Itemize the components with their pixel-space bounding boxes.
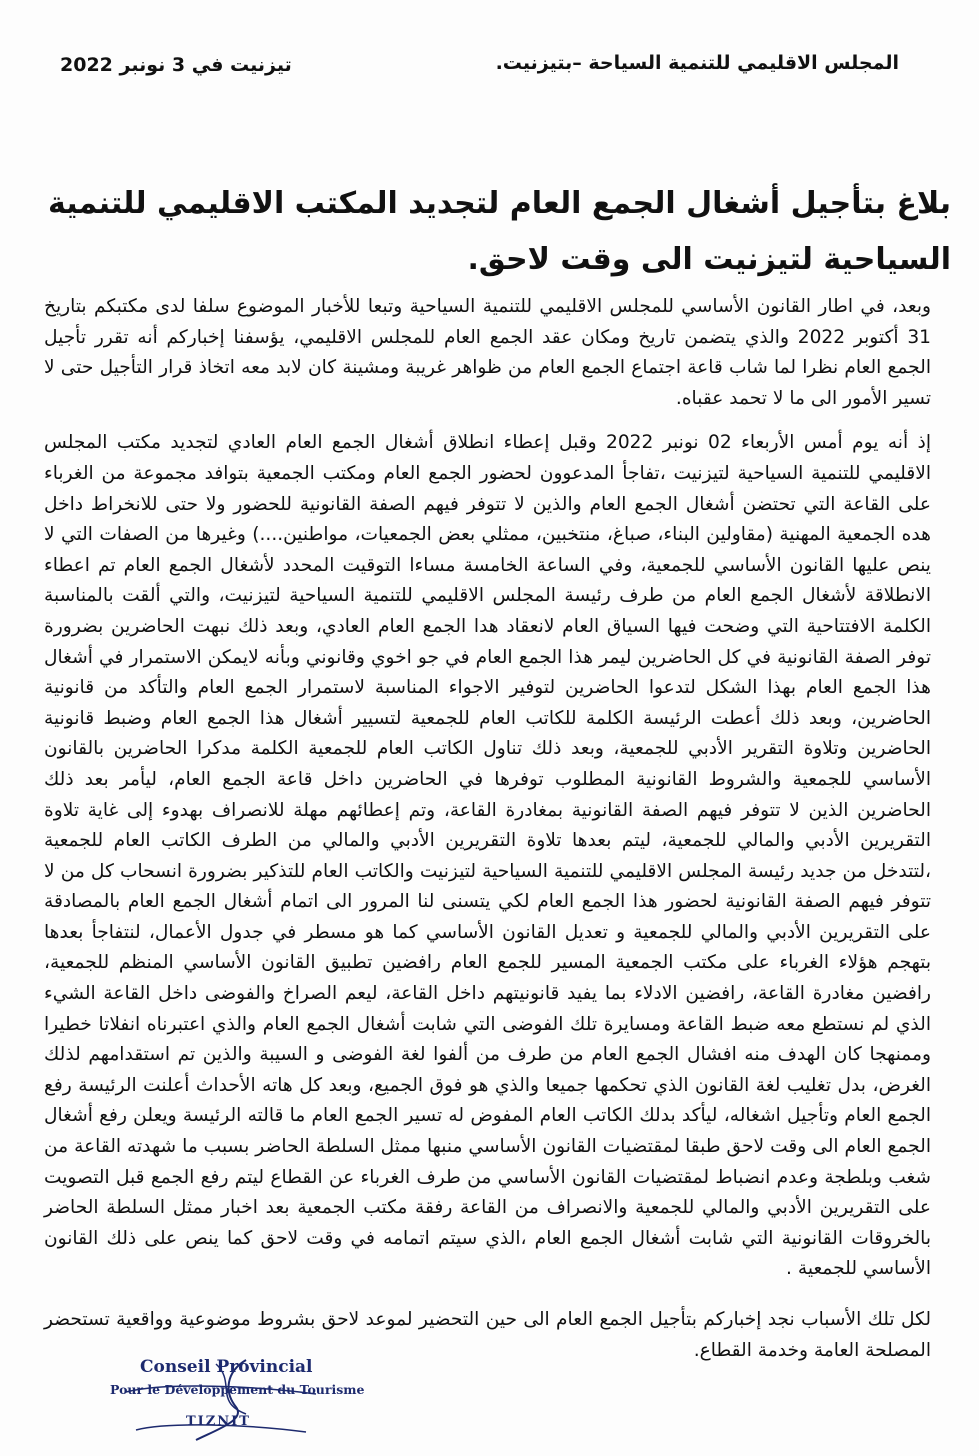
paragraph-details: إذ أنه يوم أمس الأربعاء 02 نونبر 2022 وقبل إعطاء انطلاق أشغال الجمع العام العادي لتجديد مكتب المجلس الاقليمي للتنمية السياحية لتيزنيت ،تفاجأ المدعوون لحضور الجمع العام ومكتب الجمعية بتوافد مجموعة من الغرباء على القاعة التي تحتضن أشغال الجمع العام والذين لا تتوفر فيهم الصفة القانونية للحضور ولا حتى للانخراط داخل هده الجمعية المهنية (مقاولين البناء، صباغ، منتخبين، ممثلي بعض الجمعيات، مواطنين....) وغيرها من الصفات التي لا ينص عليها القانون الأساسي للجمعية، وفي الساعة الخامسة مساءا التوقيت المحدد لأشغال الجمع العام تم اعطاء الانطلاقة لأشغال الجمع العام من طرف رئيسة المجلس الاقليمي للتنمية السياحية لتيزنيت، والتي ألقت بالمناسبة الكلمة الافتتاحية التي وضحت فيها السياق العام لانعقاد هدا الجمع العام العادي، وبعد ذلك نبهت الحاضرين بضرورة توفر الصفة القانونية في كل الحاضرين ليمر هذا الجمع العام في جو اخوي وقانوني وبأنه لايمكن الاستمرار في أشغال هذا الجمع العام بهذا الشكل لتدعوا الحاضرين لتوفير الاجواء المناسبة لاستمرار الجمع العام والتأكد من قانونية الحاضرين، وبعد ذلك أعطت الرئيسة الكلمة للكاتب العام للجمعية لتسيير أشغال هذا الجمع العام وضبط قانونية الحاضرين وتلاوة التقرير الأدبي للجمعية، وبعد ذلك تناول الكاتب العام للجمعية الكلمة مدكرا الحاضرين بالقانون الأساسي للجمعية والشروط القانونية المطلوب توفرها في الحاضرين داخل قاعة الجمع العام، ليأمر بعد ذلك الحاضرين الذين لا تتوفر فيهم الصفة القانونية بمغادرة القاعة، وتم إعطائهم مهلة للانصراف بهدوء إلى غاية تلاوة التقريرين الأدبي والمالي للجمعية، ليتم بعدها تلاوة التقريرين الأدبي والمالي من الطرف الكاتب العام للجمعية ،لتتدخل من جديد رئيسة المجلس الاقليمي للتنمية السياحية لتيزنيت والكاتب العام للتذكير بضرورة انسحاب كل من لا تتوفر فيهم الصفة القانونية لحضور هذا الجمع العام لكي يتسنى لنا المرور الى اتمام أشغال الجمع العام بالمصادقة على التقريرين الأدبي والمالي للجمعية و تعديل القانون الأساسي كما هو مسطر في جدول الأعمال، لنتفاجأ بعدها بتهجم هؤلاء الغرباء على مكتب الجمعية المسير للجمع العام رافضين تطبيق القانون الأساسي المنظم للجمعية، رافضين مغادرة القاعة، رافضين الادلاء بما يفيد قانونيتهم داخل القاعة، ليعم الصراخ والفوضى داخل القاعة الشيء الذي لم نستطع معه ضبط القاعة ومسايرة تلك الفوضى التي شابت أشغال الجمع العام والذي اعتبرناه انفلاتا خطيرا وممنهجا كان الهدف منه افشال الجمع العام من طرف من ألفوا لغة الفوضى و السيبة والذين تم استقدامهم لذلك الغرض، بدل تغليب لغة القانون الذي تحكمها جميعا والذي هو فوق الجميع، وبعد كل هاته الأحداث أعلنت الرئيسة رفع الجمع العام وتأجيل اشغاله، ليأكد بدلك الكاتب العام المفوض له تسير الجمع العام ما قالته الرئيسة ويعلن رفع أشغال الجمع العام الى وقت لاحق طبقا لمقتضيات القانون الأساسي منبها ممثل السلطة الحاضر بسبب ما شهدته القاعة من شغب وبلطجة وعدم انضباط لمقتضيات القانون الأساسي من طرف الغرباء عن القطاع ليتم رفع الجمع قبل التصويت على التقريرين الأدبي والمالي للجمعية والانصراف من القاعة رفقة مكتب الجمعية بعد اخبار ممثل السلطة الحاضر بالخروقات القانونية التي شابت أشغال الجمع العام ،الذي سيتم اتمامه في وقت لاحق كما ينص على ذلك القانون الأساسي للجمعية .	[44, 432, 932, 1280]
paragraph-intro: وبعد، في اطار القانون الأساسي للمجلس الاقليمي للتنمية السياحية وتبعا للأخبار الموضوع سلفا لدى مكتبكم بتاريخ 31 أكتوبر 2022 والذي يتضمن تاريخ ومكان عقد الجمع العام للمجلس الاقليمي، يؤسفنا إخباركم أنه تقرر تأجيل الجمع العام نظرا لما شاب قاعة اجتماع الجمع العام من ظواهر غريبة ومشينة كان لابد معه اتخاذ قرار التأجيل حتى لا تسير الأمور الى ما لا تحمد عقباه.	[44, 296, 931, 409]
official-stamp	[96, 1352, 365, 1448]
stamp-line-2: Pour le Développement du Tourisme	[110, 1382, 365, 1397]
stamp-line-1: Conseil Provincial	[140, 1357, 313, 1377]
stamp-line-3: TIZNIT	[186, 1414, 251, 1429]
document-title: بلاغ بتأجيل أشغال الجمع العام لتجديد المكتب الاقليمي للتنمية السياحية لتيزنيت الى وقت لاحق.	[48, 186, 951, 277]
organization-header: المجلس الاقليمي للتنمية السياحة –بتيزنيت.	[495, 52, 899, 74]
paragraph-conclusion: لكل تلك الأسباب نجد إخباركم بتأجيل الجمع العام الى حين التحضير لموعد لاحق بشروط موضوعية وواقعية تستحضر المصلحة العامة وخدمة القطاع.	[44, 1309, 931, 1361]
date-line: تيزنيت في 3 نونبر 2022	[60, 54, 292, 76]
document-body	[44, 292, 931, 1366]
